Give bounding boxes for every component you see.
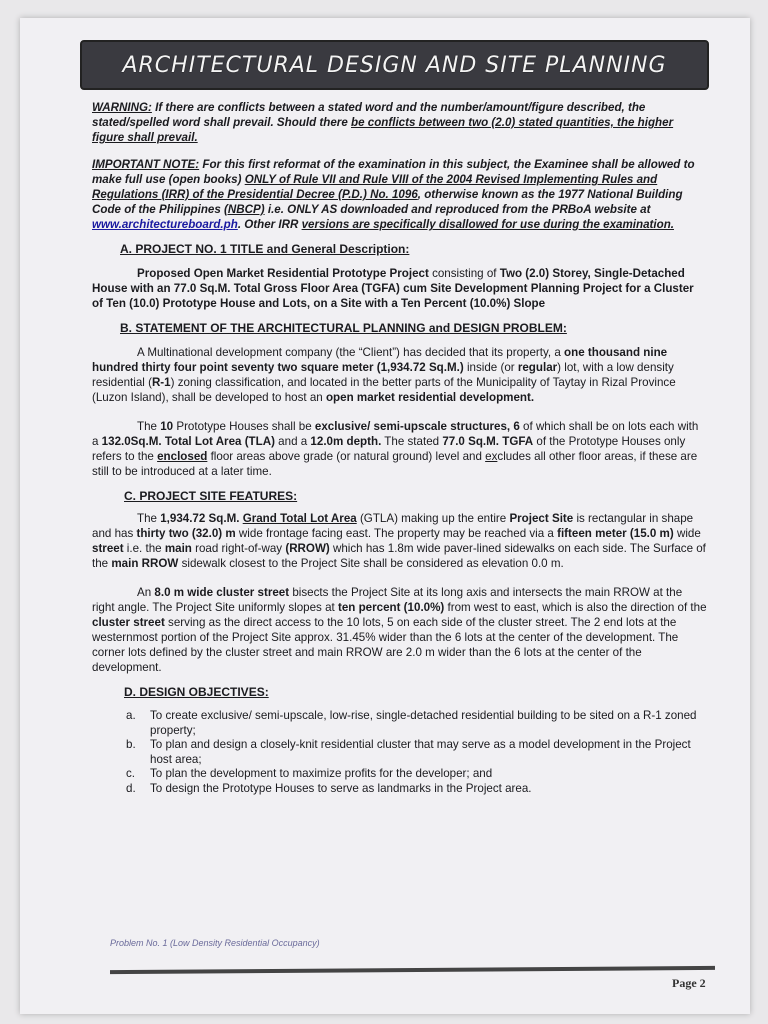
- list-item: b. To plan and design a closely-knit residential cluster that may serve as a model development in the Project host area;: [126, 738, 691, 766]
- section-a-paragraph: Proposed Open Market Residential Prototype Project consisting of Two (2.0) Storey, Single-Detached House with an 77.0 Sq.M. Total Gross Floor Area (TGFA) cum Site Development Planning Project for a Cluster of Ten (10.0) Prototype House and Lots, on a Site with a Ten Percent (10.0%) Slope: [92, 267, 694, 310]
- banner-title: ARCHITECTURAL DESIGN AND SITE PLANNING: [122, 52, 667, 78]
- footer-rule: [110, 966, 715, 974]
- important-label: IMPORTANT NOTE:: [92, 158, 200, 171]
- warning-paragraph: WARNING: If there are conflicts between a stated word and the number/amount/figure described, the stated/spelled word shall prevail. Should there be conflicts between two (2.0) stated quantities, the higher figure shall prevail.: [92, 101, 674, 144]
- section-c-paragraph-1: The 1,934.72 Sq.M. Grand Total Lot Area (GTLA) making up the entire Project Site is rectangular in shape and has thirty two (32.0) m wide frontage facing east. The property may be reached via a fifteen meter (15.0 m) wide street i.e. the main road right-of-way (RROW) which has 1.8m wide paver-lined sidewalks on each side. The Surface of the main RROW sidewalk closest to the Project Site shall be considered as elevation 0.0 m.: [92, 512, 706, 570]
- document-page: [20, 18, 750, 1014]
- list-item: a. To create exclusive/ semi-upscale, low-rise, single-detached residential building to be sited on a R-1 zoned property;: [126, 709, 697, 737]
- section-a-heading: A. PROJECT NO. 1 TITLE and General Description:: [120, 242, 410, 256]
- section-c-heading: C. PROJECT SITE FEATURES:: [124, 489, 298, 503]
- list-item: d. To design the Prototype Houses to serve as landmarks in the Project area.: [126, 781, 532, 795]
- section-c-paragraph-2: An 8.0 m wide cluster street bisects the Project Site at its long axis and intersects the main RROW at the right angle. The Project Site uniformly slopes at ten percent (10.0%) from west to east, which is also the direction of the cluster street serving as the direct access to the 10 lots, 5 on each side of the cluster street. The 2 end lots at the westernmost portion of the Project Site approx. 31.45% wider than the 6 lots at the center of the development. The corner lots defined by the cluster street and main RROW are 2.0 m wider than the 6 lots at the center of the development.: [92, 586, 707, 674]
- title-banner: [80, 40, 709, 90]
- footer-note: Problem No. 1 (Low Density Residential Occupancy): [110, 938, 320, 948]
- prboa-link[interactable]: www.architectureboard.ph: [92, 218, 238, 231]
- warning-label: WARNING:: [92, 101, 152, 114]
- important-note-paragraph: IMPORTANT NOTE: For this first reformat of the examination in this subject, the Examinee shall be allowed to make full use (open books) ONLY of Rule VII and Rule VIII of the 2004 Revised Implementing Rules and Regulations (IRR) of the Presidential Decree (P.D.) No. 1096, otherwise known as the 1977 National Building Code of the Philippines (NBCP) i.e. ONLY AS downloaded and reproduced from the PRBoA website at www.architectureboard.ph. Other IRR versions are specifically disallowed for use during the examination.: [92, 158, 695, 231]
- section-d-heading: D. DESIGN OBJECTIVES:: [124, 685, 269, 699]
- section-b-paragraph-2: The 10 Prototype Houses shall be exclusive/ semi-upscale structures, 6 of which shall be on lots each with a 132.0Sq.M. Total Lot Area (TLA) and a 12.0m depth. The stated 77.0 Sq.M. TGFA of the Prototype Houses only refers to the enclosed floor areas above grade (or natural ground) level and excludes all other floor areas, if these are still to be introduced at a later time.: [92, 420, 699, 478]
- section-b-heading: B. STATEMENT OF THE ARCHITECTURAL PLANNING and DESIGN PROBLEM:: [120, 321, 567, 335]
- design-objectives-list: [92, 709, 707, 796]
- document-body: [92, 100, 707, 796]
- page-number: Page 2: [672, 976, 706, 990]
- list-item: c. To plan the development to maximize profits for the developer; and: [126, 767, 493, 780]
- section-b-paragraph-1: A Multinational development company (the “Client”) has decided that its property, a one thousand nine hundred thirty four point seventy two square meter (1,934.72 Sq.M.) inside (or regular) lot, with a low density residential (R-1) zoning classification, and located in the better parts of the Municipality of Taytay in Rizal Province (Luzon Island), shall be developed to host an open market residential development.: [92, 346, 676, 404]
